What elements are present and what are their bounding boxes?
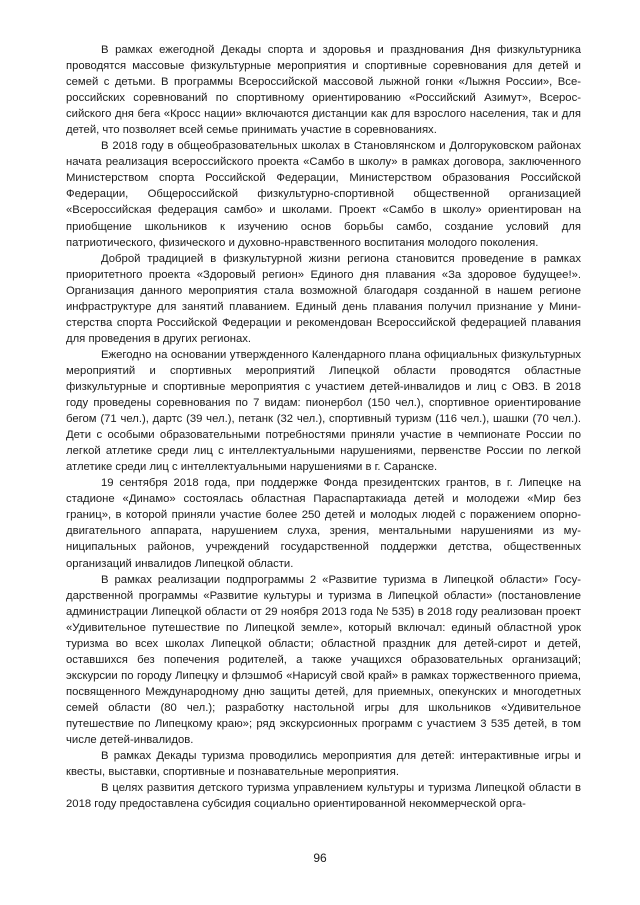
paragraph-tourism-decade: В рамках Декады туризма проводились мероприятия для детей: интерактивные игры и квесты, выставки, спортивные и познавательные мероприятия.: [66, 750, 581, 779]
paragraph-children-tourism: В целях развития детского туризма управлением культуры и туризма Липецкой области в 2018 году предоставлена субсидия социально ориентированной некоммерческой орга-: [66, 782, 581, 811]
body-text: [66, 42, 581, 812]
paragraph-paraspartakiad: 19 сентября 2018 года, при поддержке Фонда президентских грантов, в г. Липецке на стадионе «Динамо» состоялась областная Параспартакиада детей и молодежи «Мир без границ», в которой приняли участие более 250 детей и молодых людей с поражением опорно-двигательного аппарата, нарушением слуха, зрения, ментальными нарушениями из муниципальных районов, учреждений государственной поддержки детства, общественных организаций инвалидов Липецкой области.: [66, 477, 581, 570]
paragraph-swimming-day: Доброй традицией в физкультурной жизни региона становится проведение в рамках приоритетного проекта «Здоровый регион» Единого дня плавания «За здоровое будущее!». Организация данного мероприятия стала возможной благодаря созданной в нашем регионе инфраструктуре для занятий плаванием. Единый день плавания получил признание у Министерства спорта Российской Федерации и рекомендован Всероссийской федерацией плавания для проведения в других регионах.: [66, 252, 581, 345]
page-number: 96: [313, 851, 327, 865]
paragraph-sambo-school: В 2018 году в общеобразовательных школах в Становлянском и Долгоруковском районах начата реализация всероссийского проекта «Самбо в школу» в рамках договора, заключенного Министерством спорта Российской Федерации, Министерством образования Российской Федерации, Общероссийской физкультурно-спортивной общественной организацией «Всероссийская федерация самбо» и школами. Проект «Самбо в школу» ориентирован на приобщение школьников к изучению основ борьбы самбо, создание условий для патриотического, физического и духовно-нравственного воспитания молодого поколения.: [66, 140, 581, 249]
paragraph-sport-decade: В рамках ежегодной Декады спорта и здоровья и празднования Дня физкультурника проводятся массовые физкультурные мероприятия и спортивные соревнования для детей и семей с детьми. В программы Всероссийской массовой лыжной гонки «Лыжня России», Всероссийских соревнований по спортивному ориентированию «Российский Азимут», Всероссийского дня бега «Кросс нации» включаются дистанции как для взрослого населения, так и для детей, что позволяет всей семье принимать участие в соревнованиях.: [66, 44, 581, 137]
paragraph-tourism-subprogram: В рамках реализации подпрограммы 2 «Развитие туризма в Липецкой области» Государственной программы «Развитие культуры и туризма в Липецкой области» (постановление администрации Липецкой области от 29 ноября 2013 года № 535) в 2018 году реализован проект «Удивительное путешествие по Липецкой земле», который включал: единый областной урок туризма во всех школах Липецкой области; областной праздник для детей-сирот и детей, оставшихся без попечения родителей, а также учащихся образовательных организаций; экскурсии по городу Липецку и флэшмоб «Нарисуй свой край» в рамках торжественного приема, посвященного Международному дню защиты детей, для приемных, опекунских и многодетных семей области (80 чел.); разработку настольной игры для школьников «Удивительное путешествие по Липецкому краю»; ряд экскурсионных программ с участием 3 535 детей, в том числе детей-инвалидов.: [66, 573, 581, 747]
paragraph-disabled-competitions: Ежегодно на основании утвержденного Календарного плана официальных физкультурных мероприятий и спортивных мероприятий Липецкой области проводятся областные физкультурные и спортивные мероприятия с участием детей-инвалидов и лиц с ОВЗ. В 2018 году проведены соревнования по 7 видам: пионербол (150 чел.), спортивное ориентирование бегом (71 чел.), дартс (39 чел.), петанк (32 чел.), спортивный туризм (116 чел.), шашки (70 чел.). Дети с особыми образовательными потребностями приняли участие в чемпионате России по легкой атлетике среди лиц с интеллектуальными нарушениями, первенстве России по легкой атлетике среди лиц с интеллектуальными нарушениями в г. Саранске.: [66, 348, 581, 474]
